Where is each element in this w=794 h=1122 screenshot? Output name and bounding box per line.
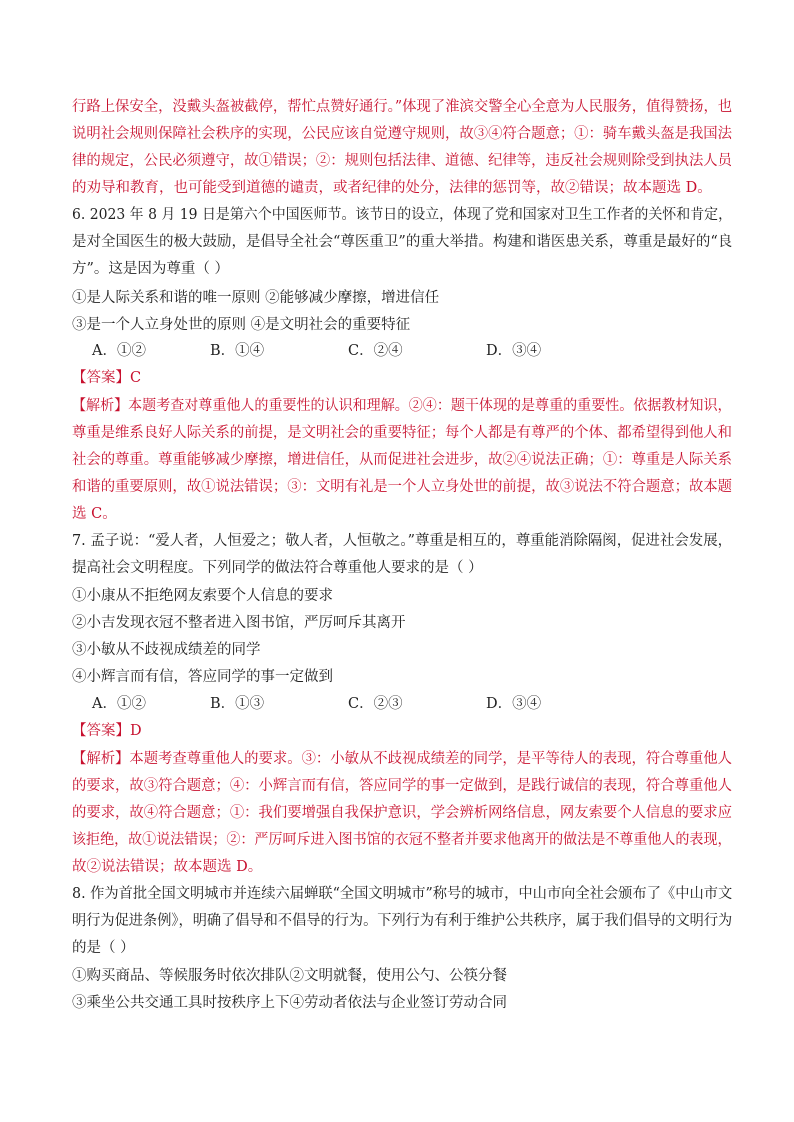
q6-stem: 6. 2023 年 8 月 19 日是第六个中国医师节。该节日的设立，体现了党和国家对卫生工作者的关怀和肯定，: [72, 207, 733, 223]
q7-analysis: 该拒绝，故①说法错误；②：严厉呵斥进入图书馆的衣冠不整者并要求他离开的做法是不尊重他人的表现，: [72, 832, 732, 848]
q6-analysis: 【解析】本题考查对尊重他人的重要性的认识和理解。②④：题干体现的是尊重的重要性。依据教材知识，: [72, 398, 732, 414]
option-b: B．①③: [210, 696, 265, 712]
option-b: B．①④: [210, 343, 265, 359]
q7-analysis: 的要求，故④符合题意；①：我们要增强自我保护意识，学会辨析网络信息，网友索要个人信息的要求应: [72, 805, 732, 821]
analysis-line: 说明社会规则保障社会秩序的实现，公民应该自觉遵守规则，故③④符合题意；①：骑车戴头盔是我国法: [72, 126, 732, 142]
q6-statement: ③是一个人立身处世的原则 ④是文明社会的重要特征: [72, 317, 411, 333]
analysis-line: 行路上保安全，没戴头盔被截停，帮忙点赞好通行。”体现了淮滨交警全心全意为人民服务，值得赞扬，也: [72, 99, 733, 115]
q7-statement: ②小吉发现衣冠不整者进入图书馆，严厉呵斥其离开: [72, 615, 406, 631]
q8-stem: 明行为促进条例》，明确了倡导和不倡导的行为。下列行为有利于维护公共秩序，属于我们倡导的文明行为: [72, 913, 733, 929]
option-d: D．③④: [486, 343, 542, 359]
option-a: A．①②: [92, 343, 146, 359]
analysis-line: 律的规定，公民必须遵守，故①错误；②：规则包括法律、道德、纪律等，违反社会规则除受到执法人员: [72, 153, 732, 169]
q8-statement: ①购买商品、等候服务时依次排队②文明就餐，使用公勺、公筷分餐: [72, 968, 507, 984]
q7-stem: 提高社会文明程度。下列同学的做法符合尊重他人要求的是（ ）: [72, 560, 483, 576]
q7-analysis: 故②说法错误；故本题选 D。: [72, 859, 263, 875]
q6-analysis: 社会的尊重。尊重能够减少摩擦，增进信任，从而促进社会进步，故②④说法正确；①：尊重是人际关系: [72, 452, 732, 468]
analysis-line: 的劝导和教育，也可能受到道德的谴责，或者纪律的处分，法律的惩罚等，故②错误；故本题选 D。: [72, 180, 712, 196]
q6-analysis: 和谐的重要原则，故①说法错误；③：文明有礼是一个人立身处世的前提，故③说法不符合题意；故本题: [72, 479, 732, 495]
q8-statement: ③乘坐公共交通工具时按秩序上下④劳动者依法与企业签订劳动合同: [72, 995, 507, 1011]
q6-statement: ①是人际关系和谐的唯一原则 ②能够减少摩擦，增进信任: [72, 290, 440, 306]
q8-stem: 的是（ ）: [72, 940, 135, 956]
option-a: A．①②: [92, 696, 146, 712]
q6-analysis: 选 C。: [72, 506, 117, 522]
q6-stem: 是对全国医生的极大鼓励，是倡导全社会“尊医重卫”的重大举措。构建和谐医患关系，尊重是最好的“良: [72, 234, 733, 250]
q6-answer: 【答案】C: [72, 370, 142, 386]
q7-statement: ①小康从不拒绝网友索要个人信息的要求: [72, 588, 333, 604]
q6-stem: 方”。这是因为尊重（ ）: [72, 261, 230, 277]
option-c: C．②③: [348, 696, 403, 712]
q7-stem: 7. 孟子说：“爱人者，人恒爱之；敬人者，人恒敬之。”尊重是相互的，尊重能消除隔阂，促进社会发展，: [72, 533, 733, 549]
q8-stem: 8. 作为首批全国文明城市并连续六届蝉联“全国文明城市”称号的城市，中山市向全社会颁布了《中山市文: [72, 886, 733, 902]
q7-statement: ③小敏从不歧视成绩差的同学: [72, 642, 261, 658]
q7-analysis: 【解析】本题考查尊重他人的要求。③：小敏从不歧视成绩差的同学，是平等待人的表现，符合尊重他人: [72, 751, 732, 767]
q6-analysis: 尊重是维系良好人际关系的前提，是文明社会的重要特征；每个人都是有尊严的个体、都希望得到他人和: [72, 425, 732, 441]
option-c: C．②④: [348, 343, 403, 359]
q7-analysis: 的要求，故③符合题意；④：小辉言而有信，答应同学的事一定做到，是践行诚信的表现，符合尊重他人: [72, 778, 732, 794]
q7-statement: ④小辉言而有信，答应同学的事一定做到: [72, 669, 333, 685]
option-d: D．③④: [486, 696, 542, 712]
q7-answer: 【答案】D: [72, 723, 142, 739]
